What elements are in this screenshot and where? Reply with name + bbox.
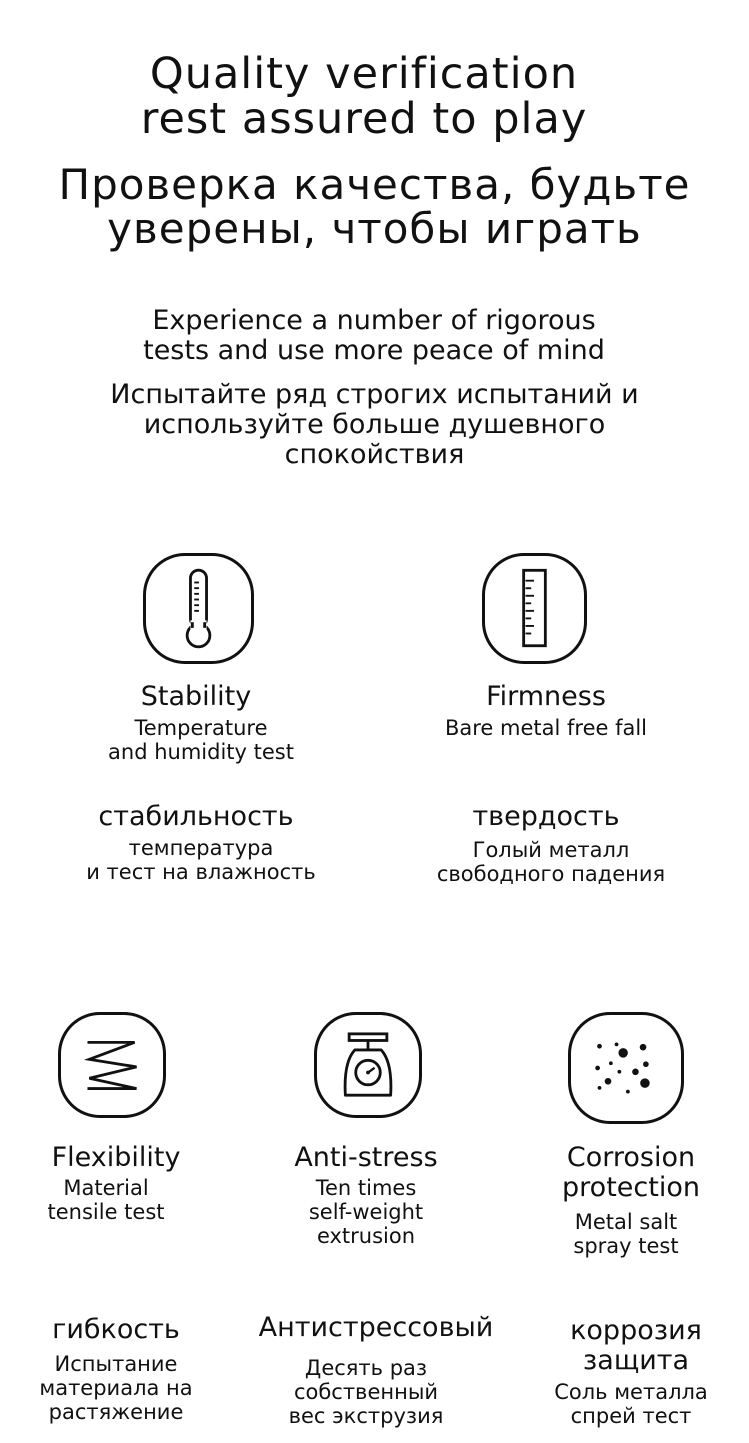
flexibility-desc-en <box>6 1176 206 1224</box>
stability-desc-en <box>71 716 331 764</box>
antistress-desc-en-line-3: extrusion <box>316 1224 416 1248</box>
firmness-title-ru: твердость <box>472 801 620 832</box>
subtitle-ru <box>50 380 699 470</box>
stability-desc-en-line-1: Temperature <box>134 716 268 740</box>
subtitle-ru-line-1: Испытайте ряд строгих испытаний и <box>110 379 639 410</box>
flexibility-desc-ru-line-1: Испытание <box>54 1352 178 1376</box>
subtitle-en-line-2: tests and use more peace of mind <box>143 335 605 366</box>
subtitle-en-line-1: Experience a number of rigorous <box>152 305 596 336</box>
stability-desc-ru-line-1: температура <box>128 836 274 860</box>
headline-en-line-2: rest assured to play <box>140 94 588 144</box>
firmness-desc-en <box>411 716 681 740</box>
corrosion-desc-en <box>526 1210 726 1258</box>
weighing-scale-icon <box>314 1012 422 1118</box>
headline-en <box>74 49 654 144</box>
corrosion-desc-en-line-2: spray test <box>573 1234 679 1258</box>
flexibility-desc-ru-line-2: материала на <box>39 1376 193 1400</box>
flexibility-desc-ru <box>6 1352 226 1424</box>
thermometer-icon <box>143 553 254 664</box>
headline-en-line-1: Quality verification <box>149 49 579 99</box>
stability-desc-ru-line-2: и тест на влажность <box>86 860 316 884</box>
ruler-icon <box>482 553 587 664</box>
antistress-desc-en-line-2: self-weight <box>308 1200 424 1224</box>
flexibility-desc-en-line-2: tensile test <box>47 1200 165 1224</box>
flexibility-desc-ru-line-3: растяжение <box>48 1400 184 1424</box>
corrosion-title-en-line-2: protection <box>562 1172 700 1203</box>
corrosion-title-ru <box>536 1316 736 1376</box>
stability-title-ru: стабильность <box>98 801 294 832</box>
antistress-title-en: Anti-stress <box>294 1142 438 1173</box>
firmness-desc-ru <box>406 838 696 886</box>
corrosion-desc-ru-line-1: Соль металла <box>554 1380 708 1404</box>
firmness-desc-ru-line-1: Голый металл <box>472 838 630 862</box>
firmness-desc-en-line-1: Bare metal free fall <box>444 716 648 740</box>
corrosion-title-ru-line-1: коррозия <box>570 1315 702 1346</box>
antistress-desc-en <box>256 1176 476 1248</box>
headline-ru-line-1: Проверка качества, будьте <box>58 160 691 209</box>
firmness-desc-ru-line-2: свободного падения <box>436 862 666 886</box>
antistress-desc-en-line-1: Ten times <box>315 1176 417 1200</box>
antistress-title-ru: Антистрессовый <box>258 1312 494 1343</box>
corrosion-title-en <box>526 1143 736 1203</box>
corrosion-desc-ru <box>521 1380 741 1428</box>
antistress-desc-ru <box>256 1356 476 1428</box>
subtitle-ru-line-2: используйте больше душевного <box>143 409 606 440</box>
flexibility-title-ru: гибкость <box>52 1314 180 1345</box>
antistress-desc-ru-line-1: Десять раз <box>304 1356 428 1380</box>
stability-desc-ru <box>51 836 351 884</box>
headline-ru-line-2: уверены, чтобы играть <box>107 204 642 253</box>
firmness-title-en: Firmness <box>486 681 606 712</box>
corrosion-desc-en-line-1: Metal salt <box>574 1210 678 1234</box>
corrosion-desc-ru-line-2: спрей тест <box>570 1404 692 1428</box>
flexibility-desc-en-line-1: Material <box>63 1176 149 1200</box>
zigzag-spring-icon <box>58 1012 166 1118</box>
headline-ru <box>20 160 729 253</box>
subtitle-ru-line-3: спокойствия <box>284 439 465 470</box>
stability-title-en: Stability <box>140 681 252 712</box>
stability-desc-en-line-2: and humidity test <box>108 740 294 764</box>
corrosion-dots-icon <box>568 1012 684 1124</box>
corrosion-title-en-line-1: Corrosion <box>566 1142 696 1173</box>
antistress-desc-ru-line-2: собственный <box>293 1380 439 1404</box>
corrosion-title-ru-line-2: защита <box>582 1345 690 1376</box>
subtitle-en <box>74 306 674 366</box>
antistress-desc-ru-line-3: вес экструзия <box>288 1404 444 1428</box>
flexibility-title-en: Flexibility <box>51 1142 181 1173</box>
